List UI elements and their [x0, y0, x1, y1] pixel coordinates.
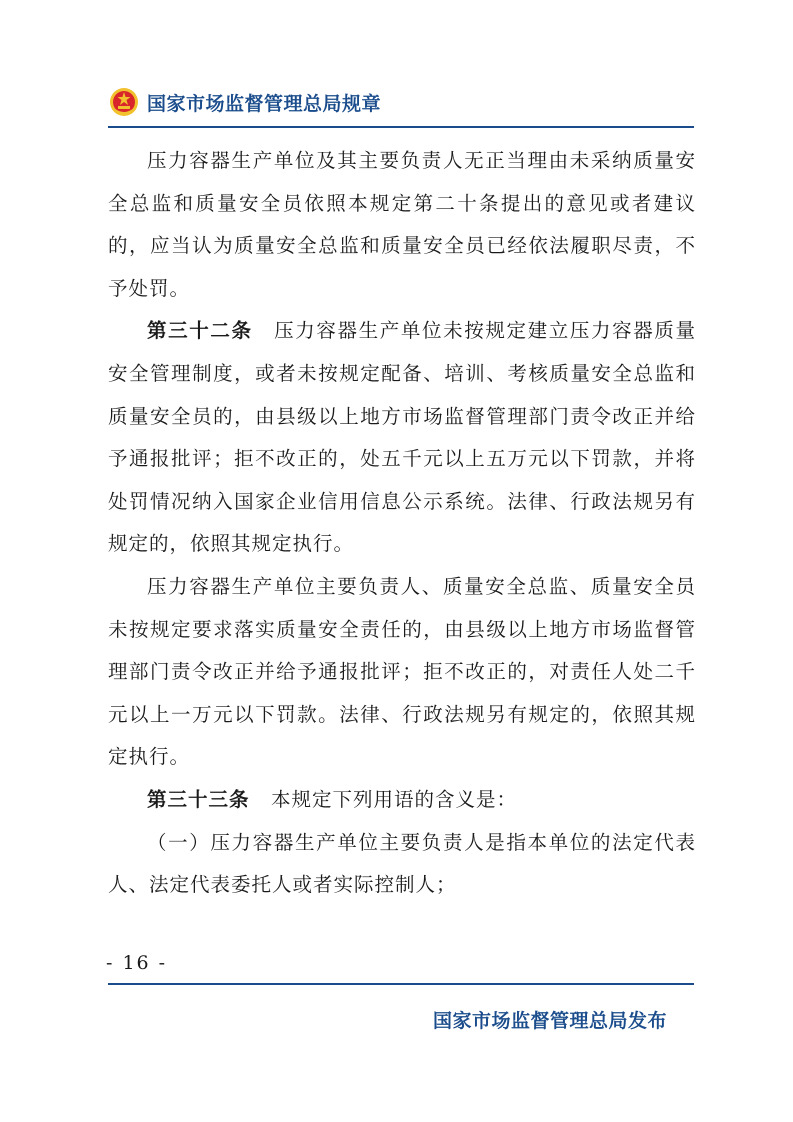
footer-publisher: 国家市场监督管理总局发布	[432, 1010, 667, 1032]
paragraph	[108, 140, 696, 310]
national-emblem-icon	[109, 87, 139, 117]
page-header	[109, 82, 381, 122]
paragraph	[108, 779, 696, 822]
footer-divider	[108, 983, 694, 985]
paragraph-text: 本规定下列用语的含义是：	[270, 787, 517, 811]
paragraph	[108, 566, 696, 779]
paragraph	[108, 310, 696, 566]
header-divider	[108, 126, 694, 128]
page-number: - 16 -	[106, 952, 168, 974]
header-title: 国家市场监督管理总局规章	[147, 92, 382, 115]
paragraph-text: 压力容器生产单位主要负责人、质量安全总监、质量安全员未按规定要求落实质量安全责任的，由县级以上地方市场监督管理部门责令改正并给予通报批评；拒不改正的，对责任人处二千元以上一万元以下罚款。法律、行政法规另有规定的，依照其规定执行。	[108, 574, 696, 769]
article-number: 第三十三条	[147, 787, 250, 811]
paragraph-text: 压力容器生产单位及其主要负责人无正当理由未采纳质量安全总监和质量安全员依照本规定第二十条提出的意见或者建议的，应当认为质量安全总监和质量安全员已经依法履职尽责，不予处罚。	[108, 149, 696, 300]
article-number: 第三十二条	[147, 319, 253, 343]
document-body	[108, 140, 696, 907]
paragraph-text: 压力容器生产单位未按规定建立压力容器质量安全管理制度，或者未按规定配备、培训、考核质量安全总监和质量安全员的，由县级以上地方市场监督管理部门责令改正并给予通报批评；拒不改正的，处五千元以上五万元以下罚款，并将处罚情况纳入国家企业信用信息公示系统。法律、行政法规另有规定的，依照其规定执行。	[108, 319, 696, 556]
paragraph-text: （一）压力容器生产单位主要负责人是指本单位的法定代表人、法定代表委托人或者实际控制人；	[108, 830, 696, 897]
paragraph	[108, 822, 696, 907]
